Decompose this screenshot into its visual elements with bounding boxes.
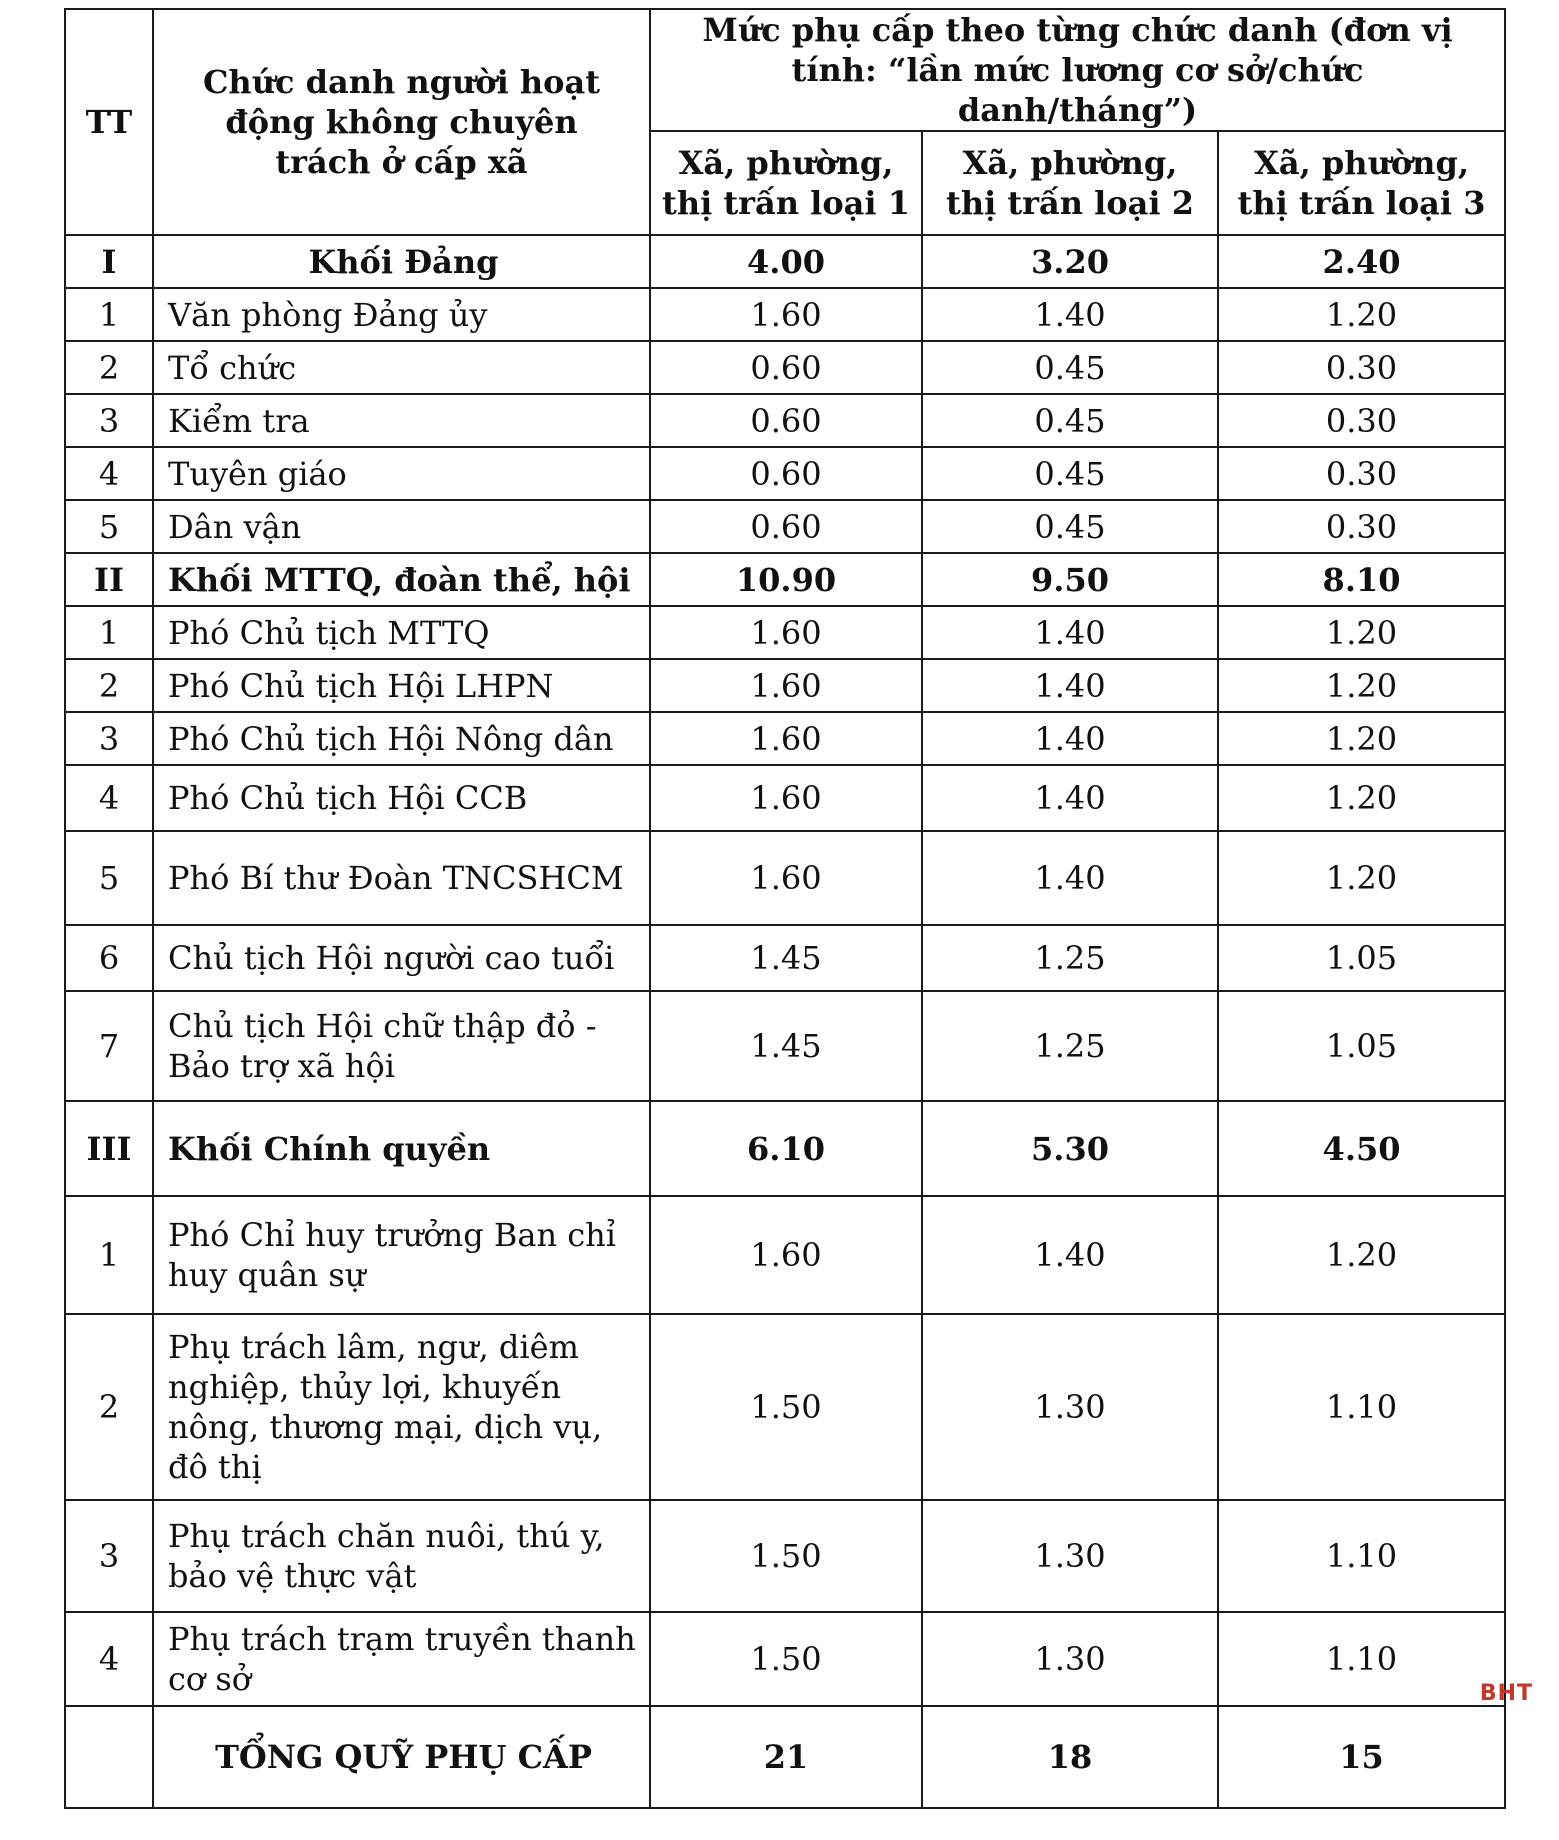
row-v1: 1.45 [650,991,922,1101]
row-tt: 3 [65,712,153,765]
table-row [65,659,1505,712]
row-v2: 1.40 [922,712,1218,765]
row-v1: 0.60 [650,500,922,553]
table-row [65,394,1505,447]
row-tt: III [65,1101,153,1196]
row-v3: 1.10 [1218,1314,1505,1500]
row-name: Chủ tịch Hội chữ thập đỏ - Bảo trợ xã hội [153,991,650,1101]
row-tt: 7 [65,991,153,1101]
row-tt: 1 [65,1196,153,1314]
table-row [65,606,1505,659]
row-tt: 4 [65,447,153,500]
table-row [65,553,1505,606]
row-v1: 1.60 [650,831,922,925]
row-v3: 0.30 [1218,341,1505,394]
table-row [65,1500,1505,1612]
table-row [65,1314,1505,1500]
row-name: Phó Chủ tịch Hội LHPN [153,659,650,712]
table-row [65,991,1505,1101]
row-v2: 1.40 [922,1196,1218,1314]
row-v1: 1.50 [650,1314,922,1500]
row-v2: 1.30 [922,1314,1218,1500]
total-row [65,1706,1505,1808]
row-name: Phụ trách lâm, ngư, diêm nghiệp, thủy lợi, khuyến nông, thương mại, dịch vụ, đô thị [153,1314,650,1500]
row-v1: 1.60 [650,765,922,831]
total-v1: 21 [650,1706,922,1808]
row-tt: 4 [65,765,153,831]
row-v3: 1.10 [1218,1612,1505,1706]
row-v1: 1.60 [650,606,922,659]
row-name: Tổ chức [153,341,650,394]
row-v3: 0.30 [1218,447,1505,500]
total-v2: 18 [922,1706,1218,1808]
row-name: Phó Chủ tịch Hội Nông dân [153,712,650,765]
row-v2: 1.40 [922,831,1218,925]
row-v1: 0.60 [650,447,922,500]
row-v3: 1.10 [1218,1500,1505,1612]
row-v1: 10.90 [650,553,922,606]
row-v3: 1.20 [1218,831,1505,925]
row-tt: 1 [65,288,153,341]
row-v3: 1.20 [1218,606,1505,659]
row-v3: 4.50 [1218,1101,1505,1196]
row-tt: 1 [65,606,153,659]
table-row [65,235,1505,288]
row-v3: 2.40 [1218,235,1505,288]
table-row [65,500,1505,553]
row-v1: 4.00 [650,235,922,288]
row-name: Phụ trách chăn nuôi, thú y, bảo vệ thực vật [153,1500,650,1612]
row-tt: 6 [65,925,153,991]
row-name: Khối MTTQ, đoàn thể, hội [153,553,650,606]
row-v3: 0.30 [1218,394,1505,447]
row-v1: 1.50 [650,1500,922,1612]
row-v2: 1.40 [922,765,1218,831]
row-v3: 1.05 [1218,925,1505,991]
row-name: Khối Chính quyền [153,1101,650,1196]
header-type3: Xã, phường, thị trấn loại 3 [1218,131,1505,235]
row-tt: 3 [65,394,153,447]
row-v3: 0.30 [1218,500,1505,553]
row-v2: 1.40 [922,606,1218,659]
row-v1: 0.60 [650,341,922,394]
row-name: Khối Đảng [153,235,650,288]
row-v1: 1.45 [650,925,922,991]
total-v3: 15 [1218,1706,1505,1808]
header-tt: TT [65,9,153,235]
row-v2: 0.45 [922,500,1218,553]
row-v1: 1.50 [650,1612,922,1706]
row-v1: 1.60 [650,288,922,341]
row-v2: 1.40 [922,288,1218,341]
header-type1: Xã, phường, thị trấn loại 1 [650,131,922,235]
row-v2: 0.45 [922,394,1218,447]
table-row [65,288,1505,341]
row-v1: 1.60 [650,1196,922,1314]
table-row [65,712,1505,765]
row-name: Chủ tịch Hội người cao tuổi [153,925,650,991]
row-v2: 1.40 [922,659,1218,712]
row-tt: 4 [65,1612,153,1706]
row-tt: I [65,235,153,288]
row-tt: II [65,553,153,606]
row-tt: 2 [65,1314,153,1500]
row-v1: 0.60 [650,394,922,447]
row-name: Phó Chủ tịch MTTQ [153,606,650,659]
row-v2: 9.50 [922,553,1218,606]
row-v2: 3.20 [922,235,1218,288]
table-row [65,1196,1505,1314]
row-name: Tuyên giáo [153,447,650,500]
total-tt [65,1706,153,1808]
row-name: Văn phòng Đảng ủy [153,288,650,341]
row-v3: 1.20 [1218,288,1505,341]
header-allowance: Mức phụ cấp theo từng chức danh (đơn vị tính: “lần mức lương cơ sở/chức danh/tháng”) [650,9,1505,131]
table-row [65,1612,1505,1706]
row-v2: 0.45 [922,341,1218,394]
watermark-logo: BHT [1479,1681,1533,1706]
row-v3: 8.10 [1218,553,1505,606]
row-v2: 1.25 [922,991,1218,1101]
allowance-table [64,8,1506,1809]
header-position: Chức danh người hoạt động không chuyên trách ở cấp xã [153,9,650,235]
row-v2: 1.25 [922,925,1218,991]
row-tt: 2 [65,341,153,394]
row-name: Phó Chủ tịch Hội CCB [153,765,650,831]
row-v3: 1.20 [1218,765,1505,831]
row-name: Phụ trách trạm truyền thanh cơ sở [153,1612,650,1706]
row-name: Phó Bí thư Đoàn TNCSHCM [153,831,650,925]
row-v3: 1.20 [1218,659,1505,712]
table-row [65,447,1505,500]
row-name: Dân vận [153,500,650,553]
row-v2: 1.30 [922,1500,1218,1612]
row-v3: 1.05 [1218,991,1505,1101]
header-type2: Xã, phường, thị trấn loại 2 [922,131,1218,235]
row-tt: 5 [65,831,153,925]
allowance-table-sheet [64,8,1504,1809]
row-tt: 3 [65,1500,153,1612]
total-label: TỔNG QUỸ PHỤ CẤP [153,1706,650,1808]
table-row [65,341,1505,394]
row-v1: 1.60 [650,712,922,765]
row-v1: 6.10 [650,1101,922,1196]
row-v2: 5.30 [922,1101,1218,1196]
row-v3: 1.20 [1218,1196,1505,1314]
row-v2: 0.45 [922,447,1218,500]
row-v2: 1.30 [922,1612,1218,1706]
table-row [65,831,1505,925]
row-name: Phó Chỉ huy trưởng Ban chỉ huy quân sự [153,1196,650,1314]
table-row [65,925,1505,991]
row-tt: 2 [65,659,153,712]
row-tt: 5 [65,500,153,553]
row-v1: 1.60 [650,659,922,712]
row-v3: 1.20 [1218,712,1505,765]
table-row [65,1101,1505,1196]
row-name: Kiểm tra [153,394,650,447]
table-row [65,765,1505,831]
